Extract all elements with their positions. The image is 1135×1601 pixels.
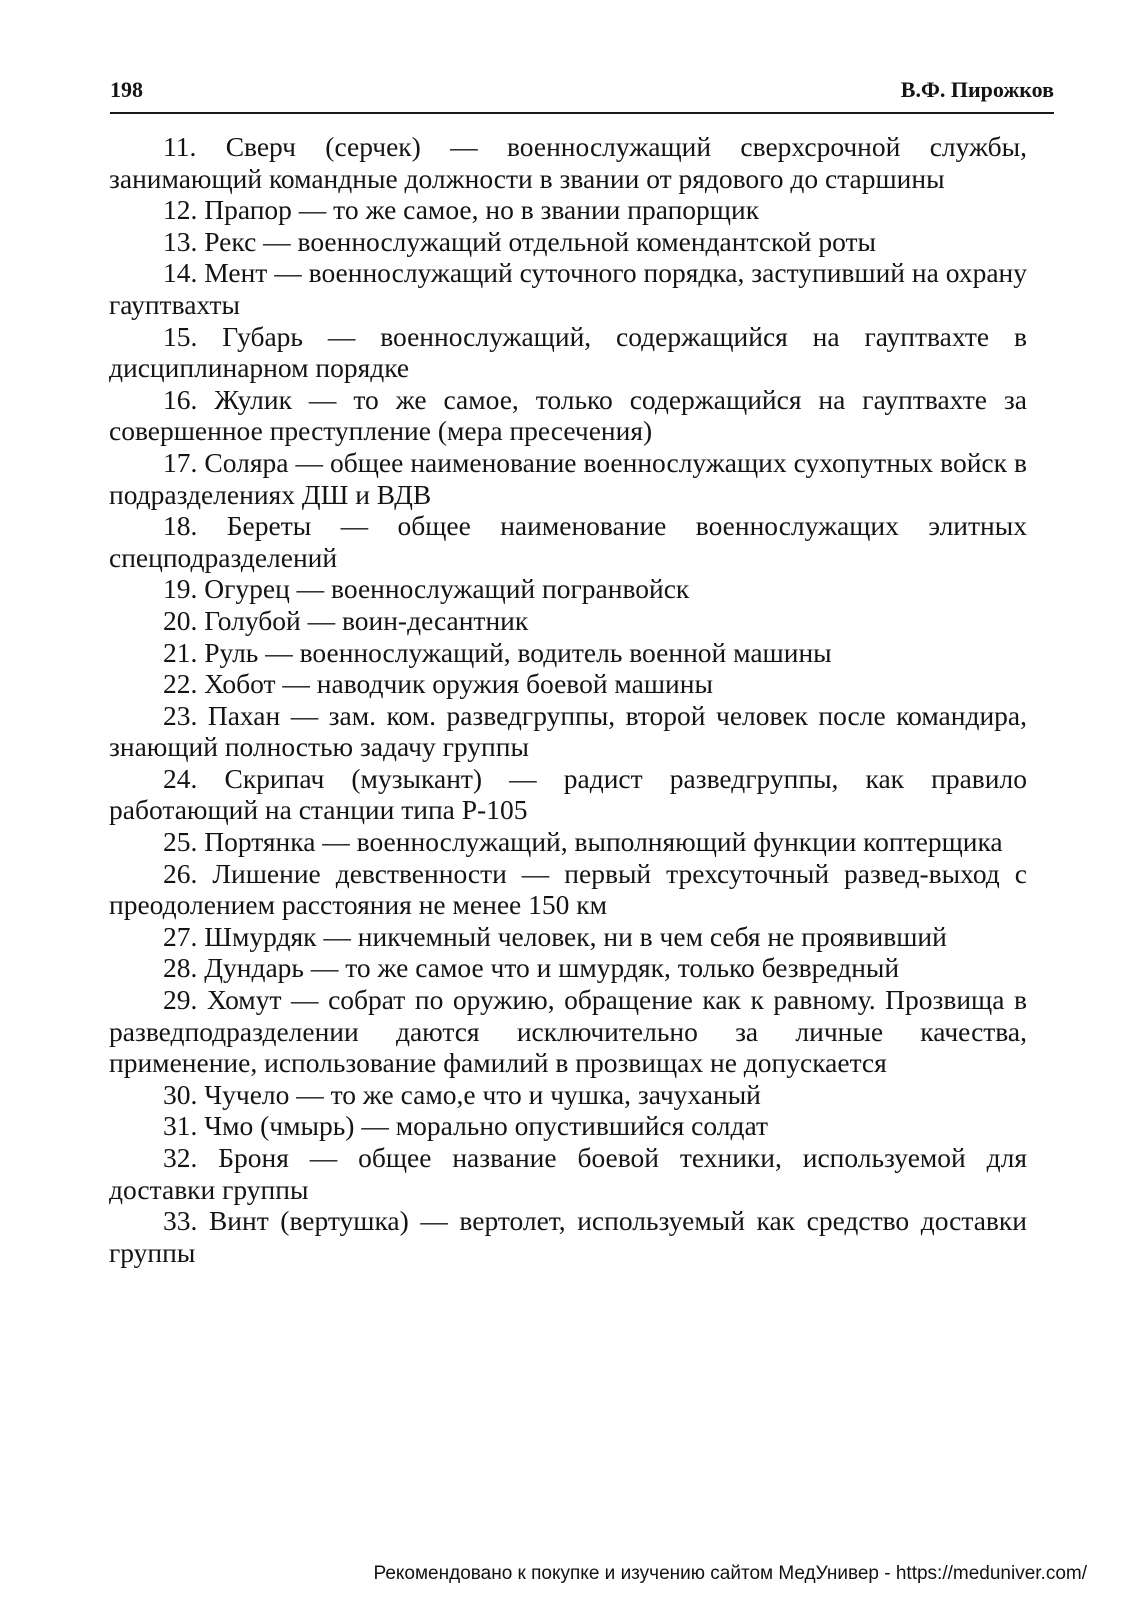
- glossary-entry: 12. Прапор — то же самое, но в звании прапорщик: [163, 194, 760, 226]
- glossary-entry: 22. Хобот — наводчик оружия боевой машины: [163, 668, 713, 700]
- glossary-entry: 21. Руль — военнослужащий, водитель военной машины: [163, 636, 832, 668]
- glossary-entry: 19. Огурец — военнослужащий погранвойск: [163, 573, 690, 605]
- glossary-entry: 33. Винт (вертушка) — вертолет, используемый как средство доставки группы: [109, 1205, 1027, 1268]
- glossary-entry: 11. Сверч (серчек) — военнослужащий сверхсрочной службы, занимающий командные должности в звании от рядового до старшины: [109, 131, 1027, 194]
- page-number: 198: [110, 77, 143, 102]
- page-header: [110, 74, 1054, 114]
- glossary-entry: 32. Броня — общее название боевой техники, используемой для доставки группы: [109, 1142, 1027, 1205]
- glossary-entry: 23. Пахан — зам. ком. разведгруппы, второй человек после командира, знающий полностью задачу группы: [109, 699, 1027, 763]
- glossary-entry: 16. Жулик — то же самое, только содержащийся на гауптвахте за совершенное преступление (мера пресечения): [109, 383, 1027, 447]
- glossary-entry: 25. Портянка — военнослужащий, выполняющий функции коптерщика: [163, 826, 1003, 858]
- glossary-entry: 29. Хомут — собрат по оружию, обращение как к равному. Прозвища в разведподразделении даются исключительно за личные качества, применение, использование фамилий в прозвищах не допускается: [109, 984, 1027, 1079]
- glossary-list: [109, 131, 1027, 1268]
- glossary-entry: 17. Соляра — общее наименование военнослужащих сухопутных войск в подразделениях ДШ и ВДВ: [109, 446, 1027, 510]
- footer-recommendation: Рекомендовано к покупке и изучению сайтом МедУнивер - https://meduniver.com/: [373, 1563, 1087, 1584]
- glossary-entry: 30. Чучело — то же само,е что и чушка, зачуханый: [163, 1078, 761, 1110]
- glossary-entry: 27. Шмурдяк — никчемный человек, ни в чем себя не проявивший: [163, 920, 947, 952]
- page-author: В.Ф. Пирожков: [900, 77, 1054, 102]
- glossary-entry: 20. Голубой — воин-десантник: [163, 604, 529, 636]
- glossary-entry: 13. Рекс — военнослужащий отдельной комендантской роты: [163, 225, 876, 257]
- glossary-entry: 18. Береты — общее наименование военнослужащих элитных спецподразделений: [109, 510, 1027, 573]
- glossary-entry: 28. Дундарь — то же самое что и шмурдяк, только безвредный: [163, 952, 900, 984]
- glossary-entry: 14. Мент — военнослужащий суточного порядка, заступивший на охрану гауптвахты: [109, 257, 1027, 320]
- glossary-entry: 31. Чмо (чмырь) — морально опустившийся солдат: [163, 1110, 768, 1142]
- glossary-entry: 24. Скрипач (музыкант) — радист разведгруппы, как правило работающий на станции типа Р-105: [109, 762, 1027, 826]
- glossary-entry: 15. Губарь — военнослужащий, содержащийся на гауптвахте в дисциплинарном порядке: [109, 320, 1027, 384]
- glossary-entry: 26. Лишение девственности — первый трехсуточный развед-выход с преодолением расстояния не менее 150 км: [109, 857, 1027, 921]
